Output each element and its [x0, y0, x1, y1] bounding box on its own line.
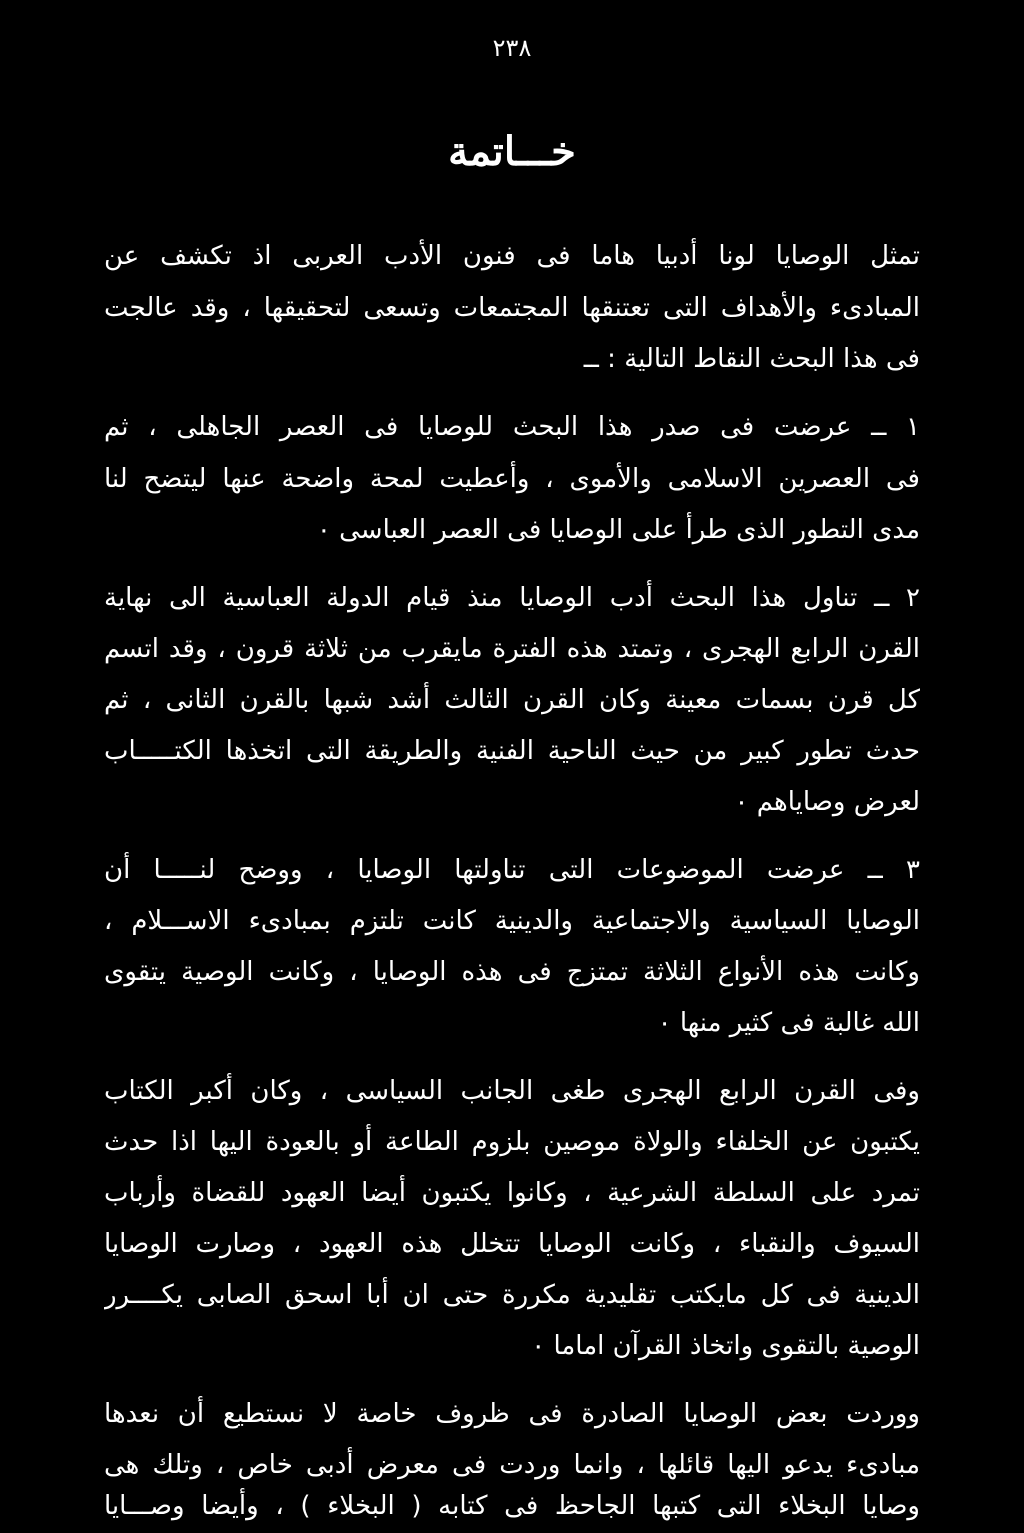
paragraph-line: القرن الرابع الهجرى ، وتمتد هذه الفترة مايقرب من ثلاثة قرون ، وقد اتسم	[104, 634, 920, 664]
paragraph-line: الوصية بالتقوى واتخاذ القرآن اماما ٠	[531, 1331, 920, 1361]
paragraph-line: تمثل الوصايا لونا أدبيا هاما فى فنون الأدب العربى اذ تكشف عن	[104, 241, 920, 271]
paragraph-line: الله غالبة فى كثير منها ٠	[657, 1008, 920, 1038]
page-number: ٢٣٨	[492, 34, 532, 62]
paragraph-line: وفى القرن الرابع الهجرى طغى الجانب السياسى ، وكان أكبر الكتاب	[104, 1076, 920, 1106]
paragraph-line: يكتبون عن الخلفاء والولاة موصين بلزوم الطاعة أو بالعودة اليها اذا حدث	[104, 1127, 920, 1157]
paragraph-line: وكانت هذه الأنواع الثلاثة تمتزج فى هذه الوصايا ، وكانت الوصية يتقوى	[104, 957, 920, 987]
paragraph-line: مدى التطور الذى طرأ على الوصايا فى العصر العباسى ٠	[316, 515, 920, 545]
paragraph-line: فى العصرين الاسلامى والأموى ، وأعطيت لمحة واضحة عنها ليتضح لنا	[104, 464, 920, 494]
paragraph-line: لعرض وصاياهم ٠	[734, 787, 920, 817]
paragraph-line: كل قرن بسمات معينة وكان القرن الثالث أشد شبها بالقرن الثانى ، ثم	[104, 685, 920, 715]
paragraph-line: تمرد على السلطة الشرعية ، وكانوا يكتبون أيضا العهود للقضاة وأرباب	[104, 1178, 920, 1208]
paragraph-line: ووردت بعض الوصايا الصادرة فى ظروف خاصة لا نستطيع أن نعدها	[104, 1399, 920, 1429]
paragraph-line: وصايا البخلاء التى كتبها الجاحظ فى كتابه ( البخلاء ) ، وأيضا وصـــايا	[104, 1491, 920, 1521]
paragraph-line: السيوف والنقباء ، وكانت الوصايا تتخلل هذه العهود ، وصارت الوصايا	[104, 1229, 920, 1259]
paragraph-line: حدث تطور كبير من حيث الناحية الفنية والطريقة التى اتخذها الكتـــــاب	[104, 736, 920, 766]
page-title: خـــاتمة	[448, 128, 576, 175]
paragraph-line: ١ ــ عرضت فى صدر هذا البحث للوصايا فى العصر الجاهلى ، ثم	[104, 412, 920, 442]
paragraph-line: فى هذا البحث النقاط التالية : ــ	[583, 344, 920, 374]
paragraph-line: الوصايا السياسية والاجتماعية والدينية كانت تلتزم بمبادىء الاســـلام ،	[104, 906, 920, 936]
paragraph-line: مبادىء يدعو اليها قائلها ، وانما وردت فى معرض أدبى خاص ، وتلك هى	[104, 1450, 920, 1480]
paragraph-line: ٢ ــ تناول هذا البحث أدب الوصايا منذ قيام الدولة العباسية الى نهاية	[104, 583, 920, 613]
paragraph-line: الدينية فى كل مايكتب تقليدية مكررة حتى ان أبا اسحق الصابى يكــــرر	[104, 1280, 920, 1310]
paragraph-line: ٣ ــ عرضت الموضوعات التى تناولتها الوصايا ، ووضح لنـــــا أن	[104, 855, 920, 885]
paragraph-line: المبادىء والأهداف التى تعتنقها المجتمعات وتسعى لتحقيقها ، وقد عالجت	[104, 293, 920, 323]
